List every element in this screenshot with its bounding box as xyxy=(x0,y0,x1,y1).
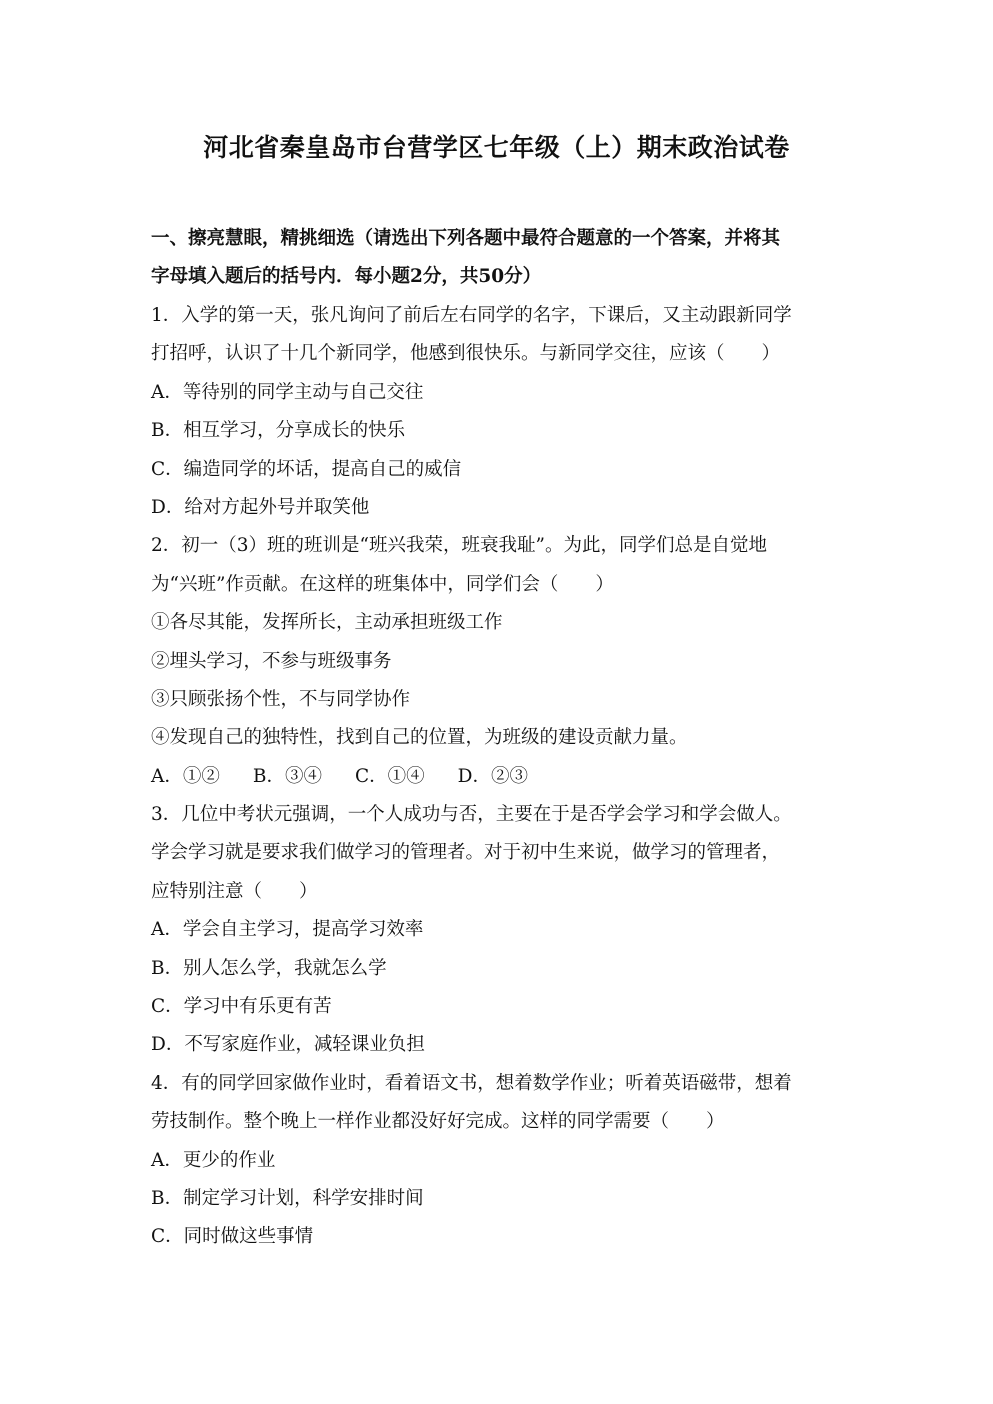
questions xyxy=(151,297,851,1257)
question-1-stem-line-2: 打招呼，认识了十几个新同学，他感到很快乐。与新同学交往，应该（ ） xyxy=(151,343,781,365)
question-3 xyxy=(151,796,851,1065)
question-4 xyxy=(151,1065,851,1257)
question-3-stem-line-3: 应特别注意（ ） xyxy=(151,880,318,902)
section-1-heading-line-2: 字母填入题后的括号内．每小题2分，共50分） xyxy=(151,266,542,288)
question-3-option-d: D．不写家庭作业，减轻课业负担 xyxy=(151,1034,425,1056)
question-2-option-c: C．①④ xyxy=(354,765,425,787)
question-2 xyxy=(151,527,851,796)
question-3-stem-line-2: 学会学习就是要求我们做学习的管理者。对于初中生来说，做学习的管理者， xyxy=(151,842,781,864)
question-2-stem-line-1: 2．初一（3）班的班训是“班兴我荣，班衰我耻”。为此，同学们总是自觉地 xyxy=(151,535,767,557)
question-2-item-4: ④发现自己的独特性，找到自己的位置，为班级的建设贡献力量。 xyxy=(151,727,688,749)
question-3-option-b: B．别人怎么学，我就怎么学 xyxy=(151,957,387,979)
question-3-stem-line-1: 3．几位中考状元强调，一个人成功与否，主要在于是否学会学习和学会做人。 xyxy=(151,804,792,826)
section-1-heading-line-1: 一、擦亮慧眼，精挑细选（请选出下列各题中最符合题意的一个答案，并将其 xyxy=(151,228,781,249)
question-1-option-c: C．编造同学的坏话，提高自己的威信 xyxy=(151,458,462,480)
question-4-stem-line-1: 4．有的同学回家做作业时，看着语文书，想着数学作业；听着英语磁带，想着 xyxy=(151,1072,792,1094)
question-2-item-2: ②埋头学习，不参与班级事务 xyxy=(151,650,392,672)
question-4-option-b: B．制定学习计划，科学安排时间 xyxy=(151,1187,424,1209)
question-1-stem-line-1: 1．入学的第一天，张凡询问了前后左右同学的名字，下课后，又主动跟新同学 xyxy=(151,305,792,326)
question-2-option-d: D．②③ xyxy=(457,765,528,787)
question-4-stem-line-2: 劳技制作。整个晚上一样作业都没好好完成。这样的同学需要（ ） xyxy=(151,1111,725,1133)
question-1-option-b: B．相互学习，分享成长的快乐 xyxy=(151,420,406,442)
question-2-option-a: A．①② xyxy=(151,765,220,787)
question-1-option-a: A．等待别的同学主动与自己交往 xyxy=(151,381,424,403)
question-4-option-c: C．同时做这些事情 xyxy=(151,1226,314,1248)
question-2-stem-line-2: 为“兴班”作贡献。在这样的班集体中，同学们会（ ） xyxy=(151,573,614,595)
question-2-item-1: ①各尽其能，发挥所长，主动承担班级工作 xyxy=(151,612,503,634)
question-4-option-a: A．更少的作业 xyxy=(151,1149,276,1171)
section-1-heading xyxy=(151,220,851,297)
question-1-option-d: D．给对方起外号并取笑他 xyxy=(151,496,370,518)
question-3-option-c: C．学习中有乐更有苦 xyxy=(151,996,332,1018)
question-2-option-b: B．③④ xyxy=(252,765,322,787)
exam-title: 河北省秦皇岛市台营学区七年级（上）期末政治试卷 xyxy=(203,133,790,162)
question-2-options xyxy=(151,758,851,796)
question-1 xyxy=(151,297,851,527)
question-2-item-3: ③只顾张扬个性，不与同学协作 xyxy=(151,688,411,710)
question-3-option-a: A．学会自主学习，提高学习效率 xyxy=(151,919,424,941)
